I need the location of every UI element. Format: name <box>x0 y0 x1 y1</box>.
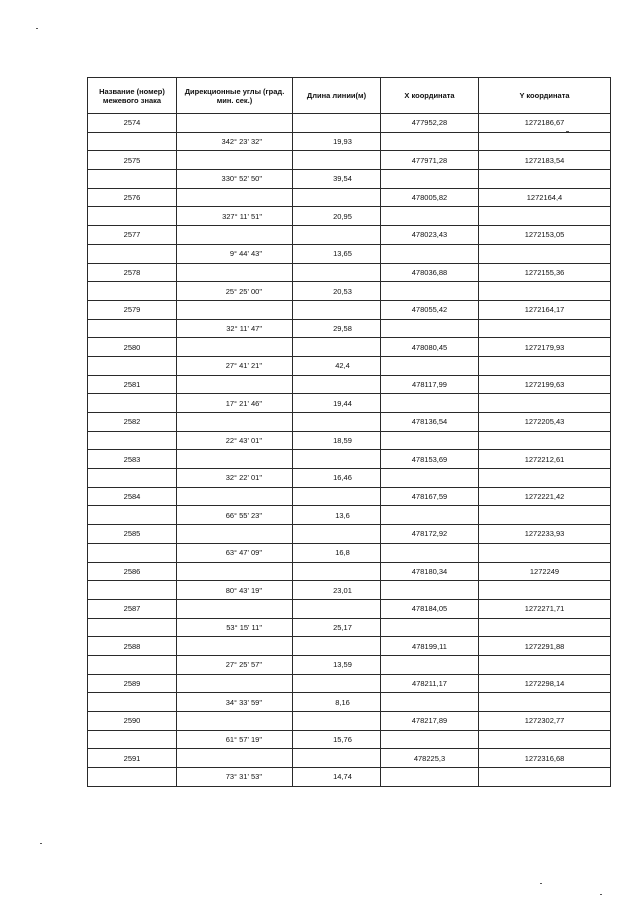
empty-cell <box>479 543 611 562</box>
table-row-segment <box>88 469 611 488</box>
y-coordinate-cell: 1272155,36 <box>479 263 611 282</box>
empty-cell <box>88 506 177 525</box>
empty-cell <box>88 244 177 263</box>
empty-cell <box>88 730 177 749</box>
header-x-coordinate: X координата <box>381 78 479 114</box>
empty-cell <box>177 413 293 432</box>
line-length-cell: 16,46 <box>293 469 381 488</box>
empty-cell <box>293 263 381 282</box>
marker-name-cell: 2582 <box>88 413 177 432</box>
empty-cell <box>381 132 479 151</box>
table-row-point <box>88 674 611 693</box>
line-length-cell: 20,53 <box>293 282 381 301</box>
table-row-segment <box>88 506 611 525</box>
table-row-segment <box>88 244 611 263</box>
empty-cell <box>479 655 611 674</box>
line-length-cell: 15,76 <box>293 730 381 749</box>
empty-cell <box>381 730 479 749</box>
table-row-point <box>88 712 611 731</box>
x-coordinate-cell: 478167,59 <box>381 487 479 506</box>
empty-cell <box>479 319 611 338</box>
y-coordinate-cell: 1272221,42 <box>479 487 611 506</box>
empty-cell <box>177 114 293 133</box>
empty-cell <box>293 226 381 245</box>
empty-cell <box>293 712 381 731</box>
empty-cell <box>177 637 293 656</box>
empty-cell <box>293 637 381 656</box>
line-length-cell: 23,01 <box>293 581 381 600</box>
empty-cell <box>293 450 381 469</box>
empty-cell <box>479 394 611 413</box>
direction-angle-cell: 27° 41' 21" <box>177 356 293 375</box>
empty-cell <box>381 207 479 226</box>
empty-cell <box>479 244 611 263</box>
table-row-point <box>88 300 611 319</box>
header-marker-name: Название (номер) межевого знака <box>88 78 177 114</box>
line-length-cell: 13,6 <box>293 506 381 525</box>
marker-name-cell: 2583 <box>88 450 177 469</box>
direction-angle-cell: 25° 25' 00" <box>177 282 293 301</box>
table-row-point <box>88 263 611 282</box>
table-row-point <box>88 375 611 394</box>
marker-name-cell: 2584 <box>88 487 177 506</box>
header-direction-angle: Дирекционные углы (град. мин. сек.) <box>177 78 293 114</box>
empty-cell <box>293 562 381 581</box>
empty-cell <box>381 319 479 338</box>
empty-cell <box>177 226 293 245</box>
empty-cell <box>381 768 479 787</box>
direction-angle-cell: 27° 25' 57" <box>177 655 293 674</box>
table-row-segment <box>88 581 611 600</box>
direction-angle-cell: 80° 43' 19" <box>177 581 293 600</box>
marker-name-cell: 2587 <box>88 599 177 618</box>
empty-cell <box>88 618 177 637</box>
direction-angle-cell: 73° 31' 53" <box>177 768 293 787</box>
empty-cell <box>177 263 293 282</box>
empty-cell <box>381 543 479 562</box>
empty-cell <box>177 749 293 768</box>
marker-name-cell: 2577 <box>88 226 177 245</box>
empty-cell <box>381 282 479 301</box>
line-length-cell: 18,59 <box>293 431 381 450</box>
empty-cell <box>88 132 177 151</box>
empty-cell <box>479 469 611 488</box>
table-row-segment <box>88 132 611 151</box>
marker-name-cell: 2590 <box>88 712 177 731</box>
empty-cell <box>479 132 611 151</box>
marker-name-cell: 2585 <box>88 525 177 544</box>
empty-cell <box>479 768 611 787</box>
x-coordinate-cell: 478172,92 <box>381 525 479 544</box>
y-coordinate-cell: 1272164,17 <box>479 300 611 319</box>
direction-angle-cell: 32° 11' 47" <box>177 319 293 338</box>
table-row-point <box>88 637 611 656</box>
x-coordinate-cell: 477971,28 <box>381 151 479 170</box>
empty-cell <box>88 693 177 712</box>
empty-cell <box>381 693 479 712</box>
table-row-segment <box>88 207 611 226</box>
direction-angle-cell: 53° 15' 11" <box>177 618 293 637</box>
empty-cell <box>88 431 177 450</box>
line-length-cell: 13,59 <box>293 655 381 674</box>
empty-cell <box>293 674 381 693</box>
direction-angle-cell: 17° 21' 46" <box>177 394 293 413</box>
marker-name-cell: 2588 <box>88 637 177 656</box>
x-coordinate-cell: 478153,69 <box>381 450 479 469</box>
empty-cell <box>479 170 611 189</box>
y-coordinate-cell: 1272183,54 <box>479 151 611 170</box>
x-coordinate-cell: 478180,34 <box>381 562 479 581</box>
empty-cell <box>479 618 611 637</box>
empty-cell <box>177 525 293 544</box>
empty-cell <box>177 151 293 170</box>
x-coordinate-cell: 478055,42 <box>381 300 479 319</box>
empty-cell <box>479 356 611 375</box>
y-coordinate-cell: 1272205,43 <box>479 413 611 432</box>
empty-cell <box>293 599 381 618</box>
direction-angle-cell: 34° 33' 59" <box>177 693 293 712</box>
header-y-coordinate: Y координата <box>479 78 611 114</box>
empty-cell <box>293 413 381 432</box>
empty-cell <box>293 749 381 768</box>
line-length-cell: 39,54 <box>293 170 381 189</box>
table-row-point <box>88 151 611 170</box>
table-row-segment <box>88 768 611 787</box>
marker-name-cell: 2574 <box>88 114 177 133</box>
y-coordinate-cell: 1272316,68 <box>479 749 611 768</box>
table-row-point <box>88 114 611 133</box>
marker-name-cell: 2591 <box>88 749 177 768</box>
empty-cell <box>177 712 293 731</box>
table-row-segment <box>88 693 611 712</box>
empty-cell <box>293 525 381 544</box>
empty-cell <box>88 207 177 226</box>
table-row-point <box>88 562 611 581</box>
y-coordinate-cell: 1272153,05 <box>479 226 611 245</box>
line-length-cell: 20,95 <box>293 207 381 226</box>
line-length-cell: 42,4 <box>293 356 381 375</box>
direction-angle-cell: 9° 44' 43" <box>177 244 293 263</box>
marker-name-cell: 2580 <box>88 338 177 357</box>
marker-name-cell: 2586 <box>88 562 177 581</box>
empty-cell <box>88 319 177 338</box>
line-length-cell: 19,93 <box>293 132 381 151</box>
y-coordinate-cell: 1272164,4 <box>479 188 611 207</box>
direction-angle-cell: 63° 47' 09" <box>177 543 293 562</box>
x-coordinate-cell: 478005,82 <box>381 188 479 207</box>
table-row-point <box>88 338 611 357</box>
empty-cell <box>177 300 293 319</box>
direction-angle-cell: 327° 11' 51" <box>177 207 293 226</box>
table-row-segment <box>88 170 611 189</box>
table-row-segment <box>88 655 611 674</box>
y-coordinate-cell: 1272291,88 <box>479 637 611 656</box>
y-coordinate-cell: 1272249 <box>479 562 611 581</box>
table-row-point <box>88 599 611 618</box>
empty-cell <box>88 282 177 301</box>
empty-cell <box>479 730 611 749</box>
empty-cell <box>381 431 479 450</box>
empty-cell <box>88 655 177 674</box>
empty-cell <box>293 188 381 207</box>
empty-cell <box>381 394 479 413</box>
marker-name-cell: 2576 <box>88 188 177 207</box>
y-coordinate-cell: 1272302,77 <box>479 712 611 731</box>
direction-angle-cell: 330° 52' 50" <box>177 170 293 189</box>
empty-cell <box>479 581 611 600</box>
empty-cell <box>479 282 611 301</box>
table-body <box>88 114 611 787</box>
direction-angle-cell: 66° 55' 23" <box>177 506 293 525</box>
y-coordinate-cell: 1272233,93 <box>479 525 611 544</box>
marker-name-cell: 2581 <box>88 375 177 394</box>
table-row-segment <box>88 282 611 301</box>
empty-cell <box>381 581 479 600</box>
y-coordinate-cell: 1272298,14 <box>479 674 611 693</box>
table-row-point <box>88 226 611 245</box>
line-length-cell: 19,44 <box>293 394 381 413</box>
direction-angle-cell: 61° 57' 19" <box>177 730 293 749</box>
scan-speck <box>540 883 542 884</box>
coordinates-table <box>87 77 611 787</box>
empty-cell <box>293 114 381 133</box>
empty-cell <box>177 188 293 207</box>
empty-cell <box>88 469 177 488</box>
table-row-point <box>88 188 611 207</box>
table-row-point <box>88 450 611 469</box>
empty-cell <box>381 356 479 375</box>
empty-cell <box>177 599 293 618</box>
empty-cell <box>88 768 177 787</box>
empty-cell <box>293 375 381 394</box>
line-length-cell: 8,16 <box>293 693 381 712</box>
empty-cell <box>177 338 293 357</box>
table-row-point <box>88 749 611 768</box>
y-coordinate-cell: 1272186,67 <box>479 114 611 133</box>
empty-cell <box>479 431 611 450</box>
scan-speck <box>566 131 569 132</box>
scan-speck <box>40 843 42 844</box>
empty-cell <box>479 693 611 712</box>
direction-angle-cell: 22° 43' 01" <box>177 431 293 450</box>
empty-cell <box>177 562 293 581</box>
line-length-cell: 25,17 <box>293 618 381 637</box>
empty-cell <box>88 394 177 413</box>
empty-cell <box>381 506 479 525</box>
header-line-length: Длина линии(м) <box>293 78 381 114</box>
table-row-segment <box>88 431 611 450</box>
marker-name-cell: 2589 <box>88 674 177 693</box>
empty-cell <box>381 618 479 637</box>
empty-cell <box>381 469 479 488</box>
table-row-segment <box>88 730 611 749</box>
x-coordinate-cell: 478136,54 <box>381 413 479 432</box>
empty-cell <box>479 207 611 226</box>
y-coordinate-cell: 1272271,71 <box>479 599 611 618</box>
empty-cell <box>381 244 479 263</box>
table-row-segment <box>88 618 611 637</box>
y-coordinate-cell: 1272179,93 <box>479 338 611 357</box>
x-coordinate-cell: 478217,89 <box>381 712 479 731</box>
empty-cell <box>381 170 479 189</box>
x-coordinate-cell: 478117,99 <box>381 375 479 394</box>
empty-cell <box>88 581 177 600</box>
empty-cell <box>293 151 381 170</box>
x-coordinate-cell: 478184,05 <box>381 599 479 618</box>
y-coordinate-cell: 1272212,61 <box>479 450 611 469</box>
table-header-row <box>88 78 611 114</box>
table-row-point <box>88 525 611 544</box>
table-row-segment <box>88 394 611 413</box>
marker-name-cell: 2575 <box>88 151 177 170</box>
empty-cell <box>381 655 479 674</box>
empty-cell <box>177 674 293 693</box>
empty-cell <box>177 487 293 506</box>
x-coordinate-cell: 478023,43 <box>381 226 479 245</box>
x-coordinate-cell: 478211,17 <box>381 674 479 693</box>
scan-speck <box>36 28 38 29</box>
x-coordinate-cell: 478080,45 <box>381 338 479 357</box>
line-length-cell: 14,74 <box>293 768 381 787</box>
table-row-segment <box>88 319 611 338</box>
table-row-segment <box>88 543 611 562</box>
table-row-point <box>88 413 611 432</box>
scan-speck <box>600 894 602 895</box>
direction-angle-cell: 342° 23' 32" <box>177 132 293 151</box>
empty-cell <box>177 375 293 394</box>
x-coordinate-cell: 478225,3 <box>381 749 479 768</box>
empty-cell <box>88 543 177 562</box>
table-row-segment <box>88 356 611 375</box>
line-length-cell: 13,65 <box>293 244 381 263</box>
empty-cell <box>293 487 381 506</box>
empty-cell <box>293 300 381 319</box>
marker-name-cell: 2578 <box>88 263 177 282</box>
empty-cell <box>88 356 177 375</box>
empty-cell <box>479 506 611 525</box>
empty-cell <box>293 338 381 357</box>
y-coordinate-cell: 1272199,63 <box>479 375 611 394</box>
empty-cell <box>88 170 177 189</box>
line-length-cell: 16,8 <box>293 543 381 562</box>
x-coordinate-cell: 478199,11 <box>381 637 479 656</box>
empty-cell <box>177 450 293 469</box>
direction-angle-cell: 32° 22' 01" <box>177 469 293 488</box>
marker-name-cell: 2579 <box>88 300 177 319</box>
line-length-cell: 29,58 <box>293 319 381 338</box>
table-row-point <box>88 487 611 506</box>
x-coordinate-cell: 477952,28 <box>381 114 479 133</box>
x-coordinate-cell: 478036,88 <box>381 263 479 282</box>
